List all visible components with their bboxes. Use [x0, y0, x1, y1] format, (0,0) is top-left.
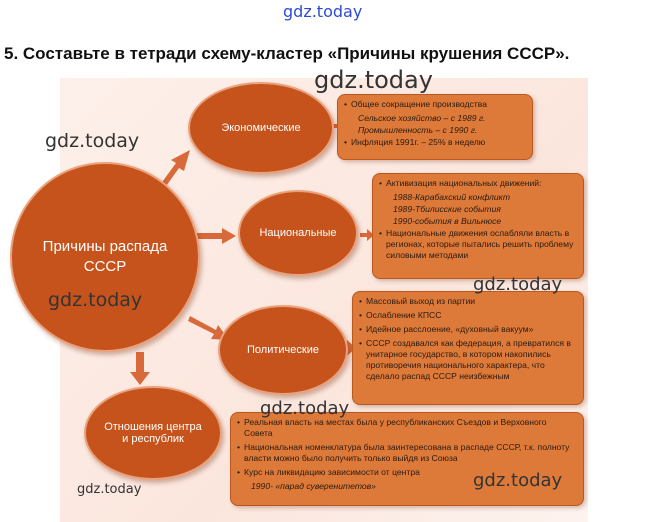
page-title: 5. Составьте в тетради схему-кластер «Причины крушения СССР».: [4, 44, 570, 63]
box-economic-item: • Инфляция 1991г. – 25% в неделю: [344, 137, 526, 148]
watermark: gdz.today: [314, 66, 433, 94]
watermark: gdz.today: [45, 130, 140, 152]
node-political-label: Политические: [247, 344, 319, 356]
box-center-republics-item: • Реальная власть на местах была у республиканских Съездов и Верховного Совета: [237, 417, 577, 439]
node-economic-label: Экономические: [221, 122, 301, 134]
watermark: gdz.today: [260, 398, 350, 419]
watermark: gdz.today: [48, 289, 143, 311]
node-political: [218, 305, 348, 395]
node-national-label: Национальные: [259, 227, 337, 239]
arrow-to-national: [197, 228, 236, 244]
watermark-top: gdz.today: [283, 2, 363, 21]
box-national-item: • Национальные движения ослабляли власть в регионах, которые пытались решить проблему силовыми методами: [379, 228, 577, 261]
center-node-label-line1: Причины распада: [42, 238, 168, 255]
box-center-republics-item: • Курс на ликвидацию зависимости от центра: [237, 467, 577, 478]
box-political-item: • Идейное расслоение, «духовный вакуум»: [359, 324, 577, 335]
node-center-republics-line2: и республик: [122, 433, 184, 445]
box-political-item: • СССР создавался как федерация, а превратился в унитарное государство, в котором накопились противоречия национального характера, что сделало распад СССР неизбежным: [359, 338, 577, 382]
center-node-causes: [10, 162, 200, 352]
box-national-item: 1988-Карабахский конфликт: [393, 192, 510, 202]
arrow-to-center-republics: [130, 352, 150, 385]
box-national-item: 1989-Тбилисские события: [393, 204, 501, 214]
node-national: [238, 190, 358, 276]
box-national-item: 1990-события в Вильнюсе: [393, 216, 502, 226]
center-node-label-line2: СССР: [83, 258, 127, 275]
watermark: gdz.today: [77, 482, 142, 497]
box-political-item: • Массовый выход из партии: [359, 296, 577, 307]
box-national: [372, 173, 584, 279]
box-economic-item: Промышленность – с 1990 г.: [358, 125, 478, 135]
watermark: gdz.today: [473, 470, 563, 491]
box-center-republics: [230, 412, 584, 506]
box-economic-item: Сельское хозяйство – с 1989 г.: [358, 113, 486, 123]
box-economic: [337, 94, 533, 160]
watermark: gdz.today: [473, 274, 563, 295]
box-economic-item: • Общее сокращение производства: [344, 99, 526, 110]
node-center-republics: [84, 386, 222, 480]
node-center-republics-line1: Отношения центра: [104, 421, 202, 433]
node-economic: [188, 82, 334, 174]
box-center-republics-item: 1990- «парад суверенитетов»: [251, 481, 376, 491]
box-center-republics-item: • Национальная номенклатура была заинтересована в распаде СССР, т.к. полноту власти можно было получить только выйдя из Союза: [237, 442, 577, 464]
box-political: [352, 291, 584, 405]
box-political-item: • Ослабление КПСС: [359, 310, 577, 321]
box-national-item: • Активизация национальных движений:: [379, 178, 577, 189]
